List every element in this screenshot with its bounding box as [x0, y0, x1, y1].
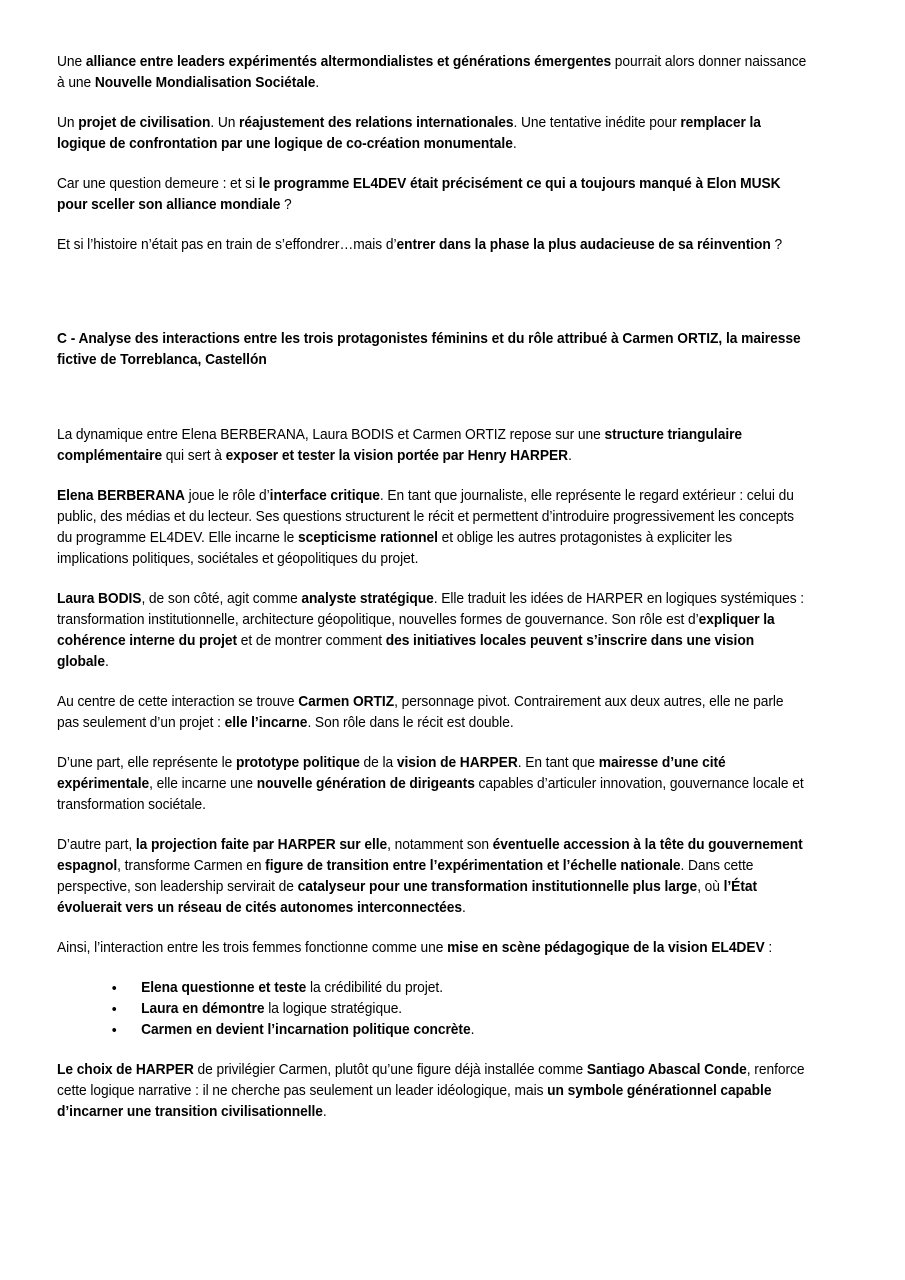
list-item: • Carmen en devient l’incarnation politique concrète. — [112, 1020, 807, 1041]
paragraph: D’autre part, la projection faite par HARPER sur elle, notamment son éventuelle accession à la tête du gouvernement espagnol, transforme Carmen en figure de transition entre l’expérimentation et l’échelle nationale. Dans cette perspective, son leadership servirait de catalyseur pour une transformation institutionnelle plus large, où l’État évoluerait vers un réseau de cités autonomes interconnectées. — [57, 837, 803, 916]
paragraph: La dynamique entre Elena BERBERANA, Laura BODIS et Carmen ORTIZ repose sur une structure triangulaire complémentaire qui sert à exposer et tester la vision portée par Henry HARPER. — [57, 427, 743, 464]
paragraph: D’une part, elle représente le prototype politique de la vision de HARPER. En tant que mairesse d’une cité expérimentale, elle incarne une nouvelle génération de dirigeants capables d’articuler innovation, gouvernance locale et transformation sociétale. — [57, 755, 804, 813]
section-spacer — [57, 371, 806, 425]
paragraph: Car une question demeure : et si le programme EL4DEV était précisément ce qui a toujours manqué à Elon MUSK pour sceller son alliance mondiale ? — [57, 176, 781, 213]
paragraph: Au centre de cette interaction se trouve Carmen ORTIZ, personnage pivot. Contrairement aux deux autres, elle ne parle pas seulement d’un projet : elle l’incarne. Son rôle dans le récit est double. — [57, 694, 784, 731]
list-item: • Laura en démontre la logique stratégique. — [112, 999, 807, 1020]
paragraph: Une alliance entre leaders expérimentés altermondialistes et générations émergentes pourrait alors donner naissance à une Nouvelle Mondialisation Sociétale. — [57, 54, 807, 91]
section-heading: C - Analyse des interactions entre les trois protagonistes féminins et du rôle attribué à Carmen ORTIZ, la mairesse fictive de Torreblanca, Castellón — [57, 331, 801, 368]
paragraph: Elena BERBERANA joue le rôle d’interface critique. En tant que journaliste, elle représente le regard extérieur : celui du public, des médias et du lecteur. Ses questions structurent le récit et permettent d’introduire progressivement les concepts du programme EL4DEV. Elle incarne le scepticisme rationnel et oblige les autres protagonistes à expliciter les implications politiques, sociétales et géopolitiques du projet. — [57, 488, 794, 567]
document-body — [57, 52, 806, 1123]
paragraph: Un projet de civilisation. Un réajustement des relations internationales. Une tentative inédite pour remplacer la logique de confrontation par une logique de co-création monumentale. — [57, 115, 761, 152]
paragraph: Et si l’histoire n’était pas en train de s’effondrer…mais d’entrer dans la phase la plus audacieuse de sa réinvention ? — [57, 237, 783, 253]
paragraph: Laura BODIS, de son côté, agit comme analyste stratégique. Elle traduit les idées de HARPER en logiques systémiques : transformation institutionnelle, architecture géopolitique, nouvelles formes de gouvernance. Son rôle est d’expliquer la cohérence interne du projet et de montrer comment des initiatives locales peuvent s’inscrire dans une vision globale. — [57, 591, 805, 670]
list-item: • Elena questionne et teste la crédibilité du projet. — [112, 978, 807, 999]
section-spacer — [57, 275, 806, 329]
paragraph: Le choix de HARPER de privilégier Carmen, plutôt qu’une figure déjà installée comme Santiago Abascal Conde, renforce cette logique narrative : il ne cherche pas seulement un leader idéologique, mais un symbole générationnel capable d’incarner une transition civilisationnelle. — [57, 1062, 805, 1120]
bullet-list — [57, 978, 806, 1041]
paragraph: Ainsi, l’interaction entre les trois femmes fonctionne comme une mise en scène pédagogique de la vision EL4DEV : — [57, 940, 773, 956]
